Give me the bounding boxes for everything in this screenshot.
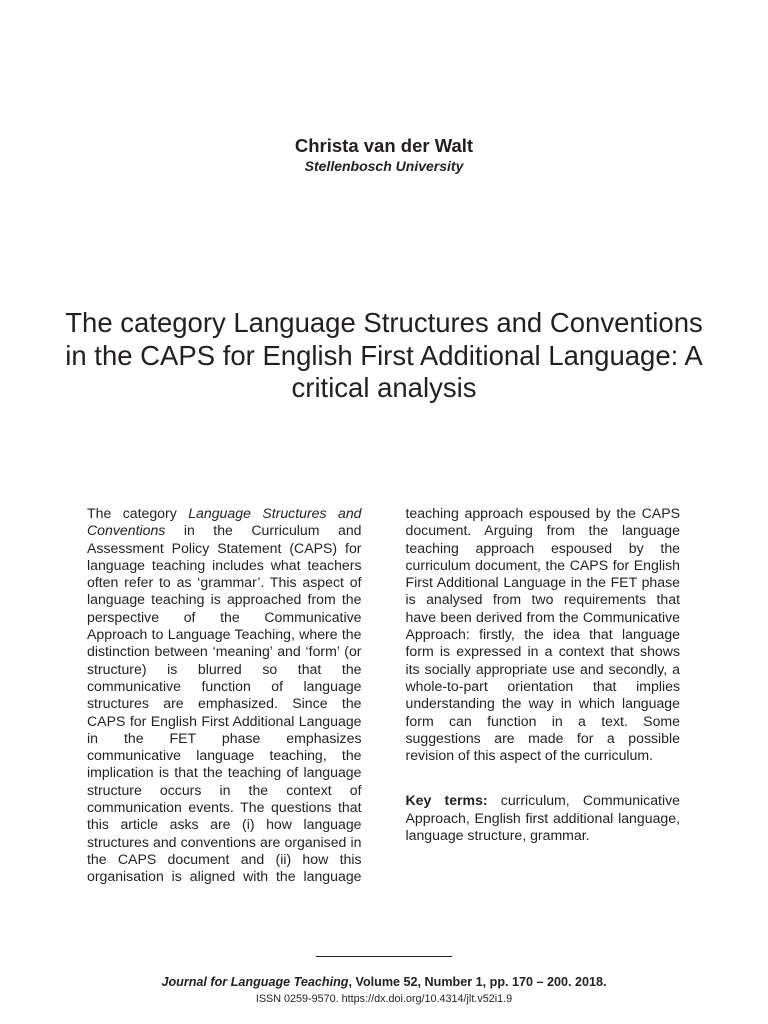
key-terms xyxy=(406,792,681,844)
author-block xyxy=(0,134,768,175)
journal-name: Journal for Language Teaching xyxy=(161,975,349,989)
citation-details: , Volume 52, Number 1, pp. 170 – 200. 2018. xyxy=(348,975,607,989)
abstract-category-term: Language Structures and Conventions xyxy=(87,505,362,539)
footnote-divider xyxy=(316,956,452,957)
author-name: Christa van der Walt xyxy=(294,135,474,156)
abstract-body: in the Curriculum and Assessment Policy Statement (CAPS) for language teaching includes what teachers often refer to as ‘grammar’. This aspect of language teaching is approached from the perspective of the Communicative Approach to Language Teaching, where the distinction between ‘meaning’ and ‘form’ (or structure) is blurred so that the communicative function of language structures are emphasized. Since the CAPS for English First Additional Language in the FET phase emphasizes communicative language teaching, the implication is that the teaching of language structure occurs in the context of communication events. The questions that this article asks are (i) how language structures and conventions are organised in the CAPS document and (ii) how this organisation is aligned with the language teaching approach espoused by the CAPS document. Arguing from the language teaching approach espoused by the curriculum document, the CAPS for English First Additional Language in the FET phase is analysed from two requirements that have been derived from the Communicative Approach: firstly, the idea that language form is expressed in a context that shows its socially appropriate use and secondly, a whole-to-part orientation that implies understanding the way in which language form can function in a text. Some suggestions are made for a possible revision of this aspect of the curriculum. xyxy=(87,505,680,885)
author-affiliation: Stellenbosch University xyxy=(304,158,464,174)
abstract-intro: The category xyxy=(87,505,189,521)
key-terms-list: curriculum, Communicative Approach, English first additional language, language structure, grammar. xyxy=(405,792,680,844)
paper-title: The category Language Structures and Conventions in the CAPS for English First Additional Language: A critical analysis xyxy=(65,307,703,403)
abstract xyxy=(87,505,680,895)
key-terms-label: Key terms: xyxy=(405,792,488,809)
journal-citation xyxy=(0,974,768,990)
issn-doi-line: ISSN 0259-9570. https://dx.doi.org/10.4314/jlt.v52i1.9 xyxy=(255,993,513,1005)
